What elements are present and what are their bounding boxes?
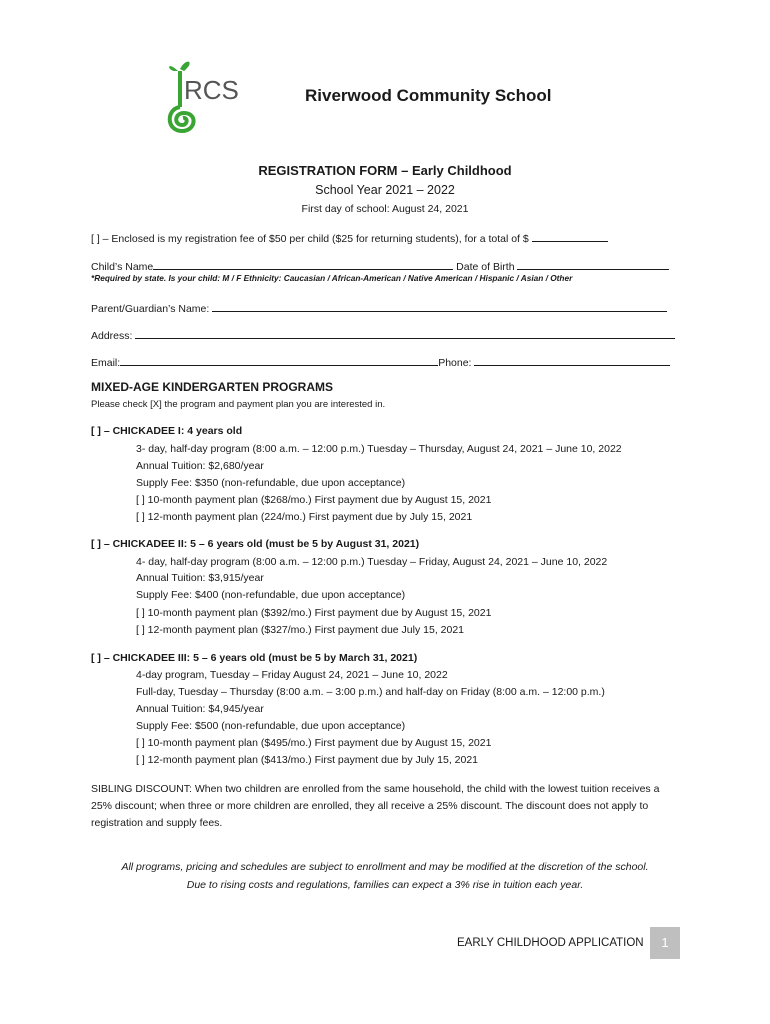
school-name: Riverwood Community School [305,86,552,105]
phone-field[interactable] [474,354,670,366]
parent-name-field[interactable] [212,300,667,312]
email-label: Email: [91,357,121,369]
page-number: 1 [650,927,680,959]
program-line: Annual Tuition: $4,945/year [136,703,264,715]
payment-option-10-month[interactable]: [ ] 10-month payment plan ($268/mo.) First payment due by August 15, 2021 [136,494,492,506]
parent-row [91,300,667,315]
programs-title: MIXED-AGE KINDERGARTEN PROGRAMS [91,380,334,394]
parent-label: Parent/Guardian’s Name: [91,303,210,315]
program-line: Full-day, Tuesday – Thursday (8:00 a.m. – 3:00 p.m.) and half-day on Friday (8:00 a.m. – 12:00 p.m.) [136,686,605,698]
programs-instructions: Please check [X] the program and payment plan you are interested in. [91,399,386,410]
sibling-discount: SIBLING DISCOUNT: When two children are enrolled from the same household, the child with the lowest tuition receives a 25% discount; when three or more children are enrolled, they all receive a 25% discount. The discount does not apply to registration and supply fees. [91,783,660,829]
program-chickadee-3-title[interactable]: [ ] – CHICKADEE III: 5 – 6 years old (must be 5 by March 31, 2021) [91,652,418,664]
program-line: 3- day, half-day program (8:00 a.m. – 12:00 p.m.) Tuesday – Thursday, August 24, 2021 – June 10, 2022 [136,443,622,455]
required-note: *Required by state. Is your child: M / F Ethnicity: Caucasian / African-American / Native American / Hispanic / Asian / Other [91,273,573,283]
address-row [91,327,675,342]
footer-note-pricing: All programs, pricing and schedules are subject to enrollment and may be modified at the discretion of the school. [121,861,649,873]
payment-option-12-month[interactable]: [ ] 12-month payment plan (224/mo.) First payment due by July 15, 2021 [136,511,473,523]
footer-label: EARLY CHILDHOOD APPLICATION [457,937,644,949]
address-field[interactable] [135,327,675,339]
program-line: 4- day, half-day program (8:00 a.m. – 12:00 p.m.) Tuesday – Friday, August 24, 2021 – June 10, 2022 [136,556,608,568]
footer-note-tuition-rise: Due to rising costs and regulations, families can expect a 3% rise in tuition each year. [186,879,584,891]
program-line: Annual Tuition: $2,680/year [136,460,264,472]
first-day: First day of school: August 24, 2021 [301,203,469,215]
program-chickadee-2-title[interactable]: [ ] – CHICKADEE II: 5 – 6 years old (must be 5 by August 31, 2021) [91,538,420,550]
form-title: REGISTRATION FORM – Early Childhood [258,163,512,178]
program-line: 4-day program, Tuesday – Friday August 24, 2021 – June 10, 2022 [136,669,448,681]
school-year: School Year 2021 – 2022 [315,183,455,197]
email-phone-row [91,354,670,369]
phone-label: Phone: [438,357,472,369]
fee-line-text: [ ] – Enclosed is my registration fee of $50 per child ($25 for returning students), for a total of $ [91,233,529,245]
payment-option-10-month[interactable]: [ ] 10-month payment plan ($495/mo.) First payment due by August 15, 2021 [136,737,492,749]
fee-total-field[interactable] [532,230,608,242]
logo-text: RCS [184,75,239,105]
payment-option-12-month[interactable]: [ ] 12-month payment plan ($327/mo.) First payment due July 15, 2021 [136,624,465,636]
email-field[interactable] [120,354,438,366]
fee-line [91,230,608,245]
payment-option-12-month[interactable]: [ ] 12-month payment plan ($413/mo.) First payment due by July 15, 2021 [136,754,479,766]
payment-option-10-month[interactable]: [ ] 10-month payment plan ($392/mo.) First payment due by August 15, 2021 [136,607,492,619]
dob-label: Date of Birth [456,261,515,273]
school-logo [160,55,250,135]
dob-field[interactable] [517,258,669,270]
program-line: Supply Fee: $500 (non-refundable, due upon acceptance) [136,720,406,732]
program-line: Supply Fee: $400 (non-refundable, due upon acceptance) [136,589,406,601]
child-name-row [91,258,669,273]
program-line: Supply Fee: $350 (non-refundable, due upon acceptance) [136,477,406,489]
child-name-label: Child’s Name [91,261,154,273]
program-chickadee-1-title[interactable]: [ ] – CHICKADEE I: 4 years old [91,425,243,437]
address-label: Address: [91,330,133,342]
child-name-field[interactable] [153,258,453,270]
program-line: Annual Tuition: $3,915/year [136,572,264,584]
